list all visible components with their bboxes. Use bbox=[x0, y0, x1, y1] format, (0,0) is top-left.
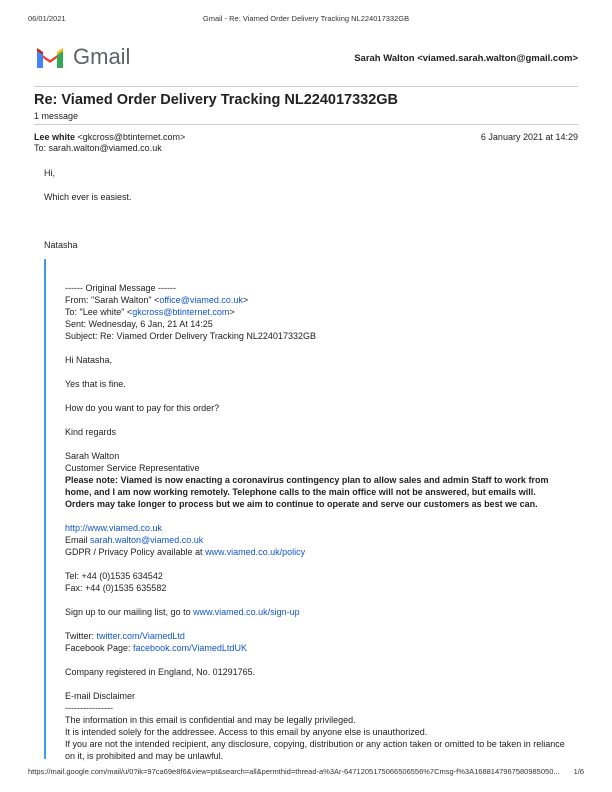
tel: Tel: +44 (0)1535 634542 bbox=[65, 571, 163, 581]
message-date: 6 January 2021 at 14:29 bbox=[480, 132, 578, 142]
divider bbox=[34, 124, 578, 125]
print-footer bbox=[28, 767, 584, 779]
quoted-from: From: "Sarah Walton" <office@viamed.co.uk> bbox=[65, 295, 249, 305]
gmail-logo bbox=[35, 42, 135, 72]
original-header: ------ Original Message ------ bbox=[65, 283, 176, 293]
print-title: Gmail - Re: Viamed Order Delivery Tracking NL224017332GB bbox=[202, 14, 410, 23]
covid-notice: Please note: Viamed is now enacting a coronavirus contingency plan to allow sales and admin Staff to work from home, and I am now working remotely. Telephone calls to the main office will not be answered, but emails will. Orders may take longer to process but we aim to continue to operate and serve our customers as best we can. bbox=[65, 475, 549, 509]
page-number: 1/6 bbox=[573, 767, 584, 776]
disclaimer-title: E-mail Disclaimer bbox=[65, 691, 136, 701]
quoted-sent: Sent: Wednesday, 6 Jan, 21 At 14:25 bbox=[65, 319, 213, 329]
quoted-regards: Kind regards bbox=[65, 427, 117, 437]
gmail-m-icon bbox=[35, 46, 65, 68]
policy-link[interactable]: www.viamed.co.uk/policy bbox=[205, 547, 306, 557]
company-registration: Company registered in England, No. 01291765. bbox=[65, 667, 256, 677]
sender-email: <gkcross@btinternet.com> bbox=[77, 132, 186, 142]
quoted-to: To: "Lee white" <gkcross@btinternet.com> bbox=[65, 307, 235, 317]
website-link[interactable]: http://www.viamed.co.uk bbox=[65, 523, 163, 533]
message-count: 1 message bbox=[34, 111, 79, 121]
quoted-greeting: Hi Natasha, bbox=[65, 355, 113, 365]
facebook-line: Facebook Page: facebook.com/ViamedLtdUK bbox=[65, 643, 247, 653]
mailing-line: Sign up to our mailing list, go to www.viamed.co.uk/sign-up bbox=[65, 607, 300, 617]
quoted-line: How do you want to pay for this order? bbox=[65, 403, 220, 413]
body-line: Which ever is easiest. bbox=[44, 192, 132, 202]
facebook-link[interactable]: facebook.com/ViamedLtdUK bbox=[133, 643, 247, 653]
fax: Fax: +44 (0)1535 635582 bbox=[65, 583, 167, 593]
gmail-wordmark: Gmail bbox=[73, 44, 131, 69]
quote-bar bbox=[44, 259, 46, 759]
print-date: 06/01/2021 bbox=[28, 14, 66, 23]
disclaimer-rule: ---------------- bbox=[65, 703, 113, 713]
print-header bbox=[28, 14, 584, 26]
signoff: Natasha bbox=[44, 240, 78, 250]
recipient: To: sarah.walton@viamed.co.uk bbox=[34, 143, 162, 153]
disclaimer-text: The information in this email is confidential and may be legally privileged. bbox=[65, 715, 356, 725]
sign-up-link[interactable]: www.viamed.co.uk/sign-up bbox=[193, 607, 300, 617]
disclaimer-text: If you are not the intended recipient, any disclosure, copying, distribution or any action taken or omitted to be taken in reliance on it, is prohibited and may be unlawful. bbox=[65, 739, 565, 761]
signature-email-link[interactable]: sarah.walton@viamed.co.uk bbox=[90, 535, 204, 545]
greeting: Hi, bbox=[44, 168, 55, 178]
quoted-line: Yes that is fine. bbox=[65, 379, 126, 389]
twitter-link[interactable]: twitter.com/ViamedLtd bbox=[96, 631, 185, 641]
gdpr-line: GDPR / Privacy Policy available at www.viamed.co.uk/policy bbox=[65, 547, 306, 557]
account-name: Sarah Walton <viamed.sarah.walton@gmail.com> bbox=[354, 53, 578, 64]
from-email-link[interactable]: office@viamed.co.uk bbox=[159, 295, 243, 305]
divider bbox=[34, 86, 578, 87]
quoted-subject: Subject: Re: Viamed Order Delivery Tracking NL224017332GB bbox=[65, 331, 316, 341]
page-url: https://mail.google.com/mail/u/0?ik=97ca69e8f6&view=pt&search=all&permthid=thread-a%3Ar-6471205175066506556%7Cmsg-f%3A1688147967580985050... bbox=[28, 767, 560, 776]
sender-name: Lee white bbox=[34, 132, 76, 142]
thread-subject: Re: Viamed Order Delivery Tracking NL224017332GB bbox=[34, 92, 399, 108]
signature-title: Customer Service Representative bbox=[65, 463, 200, 473]
signature-email: Email sarah.walton@viamed.co.uk bbox=[65, 535, 204, 545]
quoted-message bbox=[65, 282, 565, 762]
signature-name: Sarah Walton bbox=[65, 451, 120, 461]
twitter-line: Twitter: twitter.com/ViamedLtd bbox=[65, 631, 185, 641]
to-email-link[interactable]: gkcross@btinternet.com bbox=[132, 307, 230, 317]
message-body bbox=[44, 167, 564, 251]
disclaimer-text: It is intended solely for the addressee. Access to this email by anyone else is unauthorized. bbox=[65, 727, 428, 737]
